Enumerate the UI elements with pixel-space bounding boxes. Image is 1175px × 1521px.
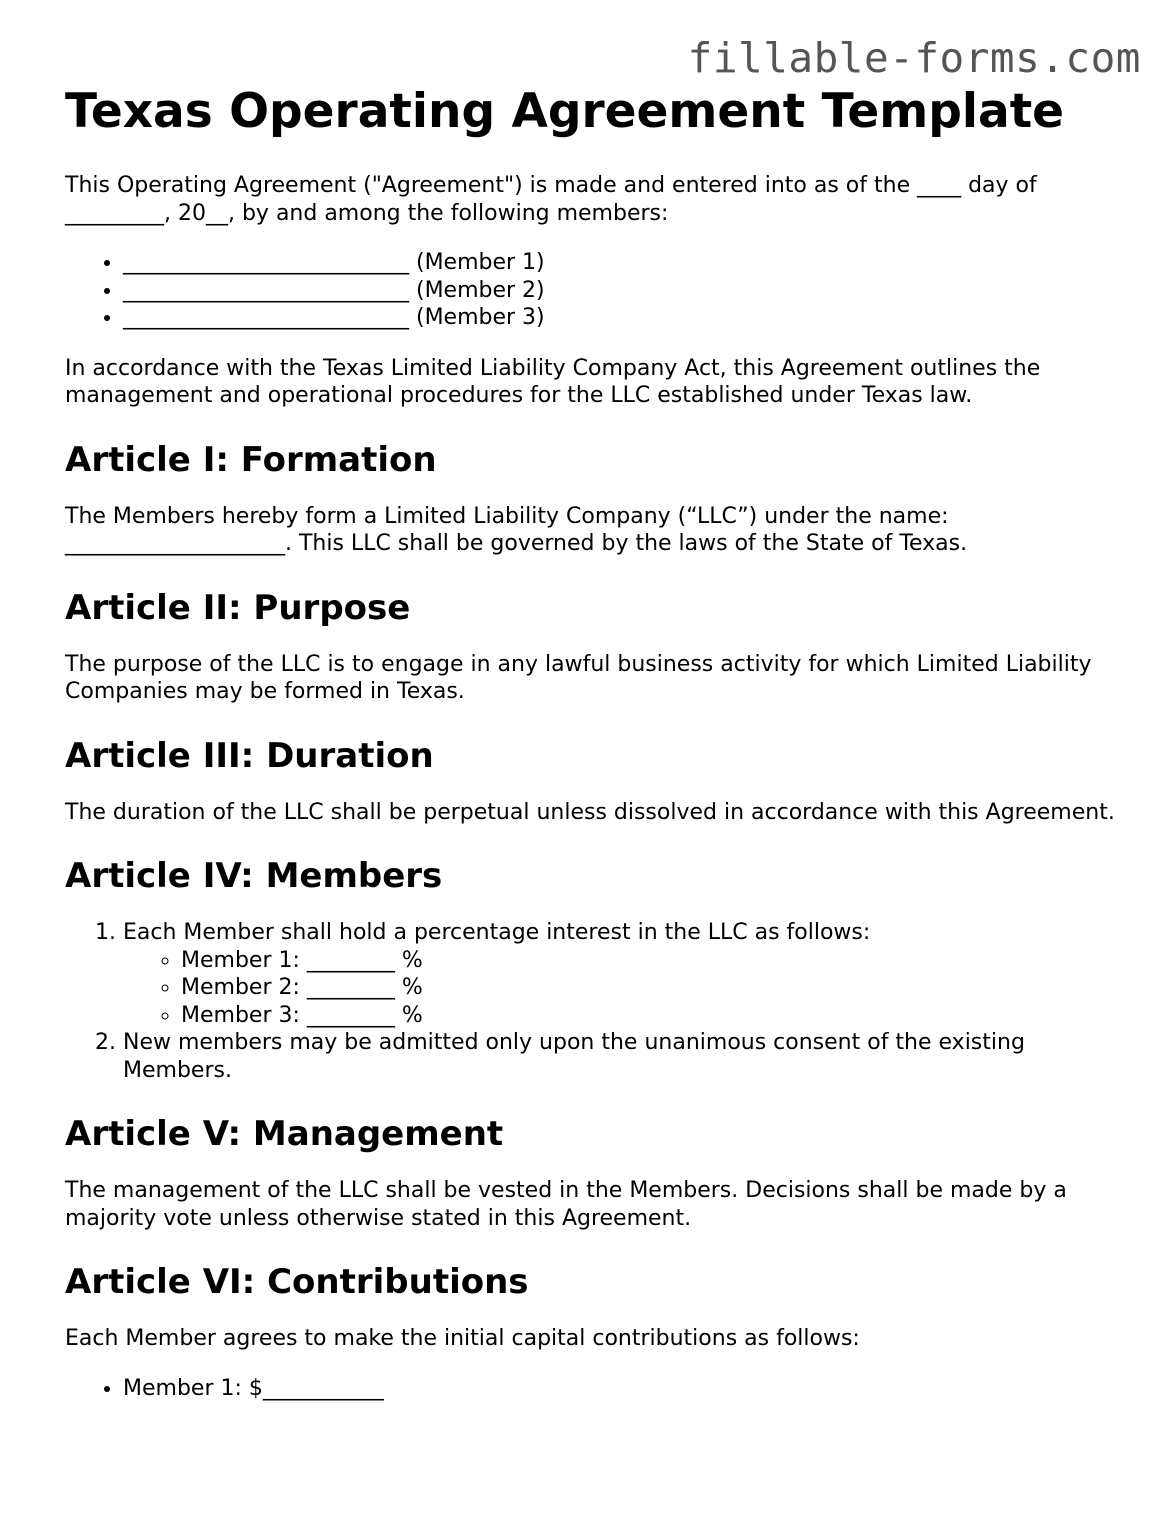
article-1-text: The Members hereby form a Limited Liability Company (“LLC”) under the name: ____________________. This LLC shall be governed by the laws of the State of Texas.	[65, 503, 968, 556]
article-6-heading: Article VI: Contributions	[65, 1262, 529, 1302]
member-line-1: • __________________________ (Member 1)	[123, 249, 1125, 277]
article-6-text: Each Member agrees to make the initial capital contributions as follows:	[65, 1326, 860, 1351]
page-title: Texas Operating Agreement Template	[65, 84, 1065, 139]
article-4-list	[65, 919, 1125, 1084]
article-2-text: The purpose of the LLC is to engage in any lawful business activity for which Limited Liability Companies may be formed in Texas.	[65, 651, 1092, 704]
percentage-intro: Each Member shall hold a percentage interest in the LLC as follows:	[123, 920, 871, 945]
article-1-heading: Article I: Formation	[65, 439, 437, 480]
member-line-3: • __________________________ (Member 3)	[123, 304, 1125, 332]
contributions-list	[65, 1375, 1125, 1403]
article-3-text: The duration of the LLC shall be perpetual unless dissolved in accordance with this Agreement.	[65, 799, 1115, 825]
member-line-2: • __________________________ (Member 2)	[123, 277, 1125, 305]
contribution-member-1: • Member 1: $___________	[123, 1375, 1125, 1403]
article-4-heading: Article IV: Members	[65, 856, 443, 896]
article-5-heading: Article V: Management	[65, 1114, 504, 1154]
intro-paragraph: This Operating Agreement ("Agreement") is made and entered into as of the ____ day of _________, 20__, by and among the following members:	[65, 173, 1037, 226]
percentage-member-1: ◦ Member 1: ________ %	[181, 947, 1125, 975]
percentage-member-3: ◦ Member 3: ________ %	[181, 1002, 1125, 1030]
members-list	[65, 249, 1125, 332]
accordance-paragraph: In accordance with the Texas Limited Liability Company Act, this Agreement outlines the management and operational procedures for the LLC established under Texas law.	[65, 355, 1041, 408]
article-3-heading: Article III: Duration	[65, 735, 434, 776]
article-5-text: The management of the LLC shall be vested in the Members. Decisions shall be made by a majority vote unless otherwise stated in this Agreement.	[65, 1178, 1067, 1231]
percentage-list	[123, 947, 1125, 1030]
article-4-item-1	[123, 919, 1125, 1029]
percentage-member-2: ◦ Member 2: ________ %	[181, 974, 1125, 1002]
article-2-heading: Article II: Purpose	[65, 587, 411, 628]
site-watermark: fillable-forms.com	[687, 34, 1141, 82]
document-page	[65, 84, 1125, 1402]
article-4-item-2: 2. New members may be admitted only upon the unanimous consent of the existing Members.	[123, 1029, 1125, 1084]
